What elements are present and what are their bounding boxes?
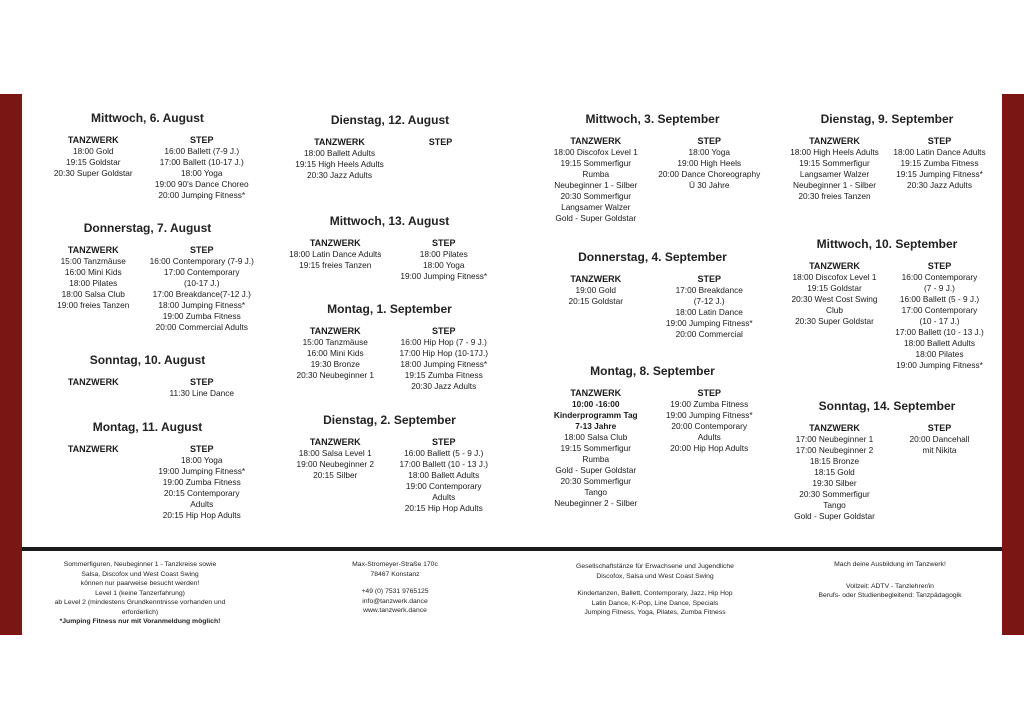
class-entry: 19:15 Goldstar <box>807 283 862 293</box>
class-entry: 19:00 High Heels <box>677 158 742 168</box>
tanzwerk-column <box>40 244 147 333</box>
class-entry: 18:00 Salsa Club <box>61 289 125 299</box>
class-entry: 16:00 Ballett (7-9 J.) <box>164 146 240 156</box>
class-entry: Adults <box>432 492 456 502</box>
tanzwerk-heading: TANZWERK <box>67 377 119 387</box>
tanzwerk-column <box>783 260 886 371</box>
day-block <box>282 302 497 392</box>
class-entry: 19:00 Jumping Fitness* <box>158 466 246 476</box>
class-entry: 20:15 Hip Hop Adults <box>162 510 241 520</box>
class-entry: 19:00 Jumping Fitness* <box>665 410 753 420</box>
class-entry: 20:15 Goldstar <box>568 296 623 306</box>
class-entry: 17:00 Ballett (10-17 J.) <box>159 157 244 167</box>
tanzwerk-heading: TANZWERK <box>309 326 361 336</box>
step-column <box>391 136 490 181</box>
class-entry: 19:00 Zumba Fitness <box>162 477 241 487</box>
class-entry: 20:00 Hip Hop Adults <box>670 443 749 453</box>
class-entry: 16:00 Ballett (5 - 9 J.) <box>899 294 980 304</box>
class-entry-highlight: 10:00 -16:00 <box>571 399 620 409</box>
class-entry: 20:30 Sommerfigur <box>560 476 632 486</box>
class-entry: Club <box>825 305 844 315</box>
class-entry: 17:00 Hip Hop (10-17J.) <box>399 348 489 358</box>
class-entry: 19:15 Sommerfigur <box>799 158 870 168</box>
day-title: Mittwoch, 13. August <box>329 214 450 228</box>
class-entry: 19:00 Zumba Fitness <box>670 399 749 409</box>
class-entry: 20:00 Contemporary <box>671 421 748 431</box>
class-entry: Langsamer Walzer <box>561 202 631 212</box>
class-entry: (7 - 9 J.) <box>924 283 955 293</box>
class-entry: 20:00 Dance Choreography <box>658 169 761 179</box>
class-entry: Neubeginner 2 - Silber <box>554 498 638 508</box>
step-column <box>149 376 256 399</box>
step-heading: STEP <box>189 377 214 387</box>
step-heading: STEP <box>189 135 214 145</box>
tanzwerk-column <box>540 273 652 340</box>
class-entry: Adults <box>697 432 721 442</box>
class-entry: 16:00 Mini Kids <box>306 348 364 358</box>
footer-text: ab Level 2 (mindestens Grundkenntnisse vorhanden und <box>54 599 226 606</box>
step-heading: STEP <box>428 137 453 147</box>
class-entry: 18:00 Pilates <box>419 249 468 259</box>
class-entry: 20:30 Neubeginner 1 <box>296 370 374 380</box>
class-entry: 20:30 Sommerfigur <box>560 191 632 201</box>
step-heading: STEP <box>431 326 456 336</box>
footer-text: Vollzeit: ADTV - Tanzlehrer/in <box>846 582 934 590</box>
step-heading: STEP <box>927 136 952 146</box>
class-entry: 19:15 Zumba Fitness <box>900 158 979 168</box>
tanzwerk-heading: TANZWERK <box>309 238 361 248</box>
class-entry: Gold - Super Goldstar <box>794 511 875 521</box>
class-entry: 19:30 Silber <box>812 478 857 488</box>
day-block <box>282 413 497 514</box>
day-block <box>40 420 255 521</box>
class-entry: 18:00 Salsa Club <box>564 432 628 442</box>
class-entry: 18:00 Ballett Adults <box>903 338 976 348</box>
class-entry: 18:00 Yoga <box>180 168 223 178</box>
class-entry: Gold - Super Goldstar <box>555 213 637 223</box>
day-title: Montag, 1. September <box>327 302 452 316</box>
step-column <box>654 273 766 340</box>
step-column <box>888 260 991 371</box>
tanzwerk-heading: TANZWERK <box>67 135 119 145</box>
footer-contact <box>300 560 490 616</box>
day-title: Mittwoch, 6. August <box>91 111 204 125</box>
class-entry: 16:00 Contemporary (7-9 J.) <box>149 256 254 266</box>
class-entry: 18:00 Jumping Fitness* <box>400 359 488 369</box>
class-entry: Tango <box>823 500 846 510</box>
footer-text: Salsa, Discofox und West Coast Swing <box>81 570 199 578</box>
class-entry: 19:00 Zumba Fitness <box>162 311 241 321</box>
day-block <box>540 364 765 509</box>
footer-text: Level 1 (keine Tanzerfahrung) <box>95 589 185 597</box>
class-entry: 18:00 Discofox Level 1 <box>553 147 638 157</box>
footer-phone[interactable]: +49 (0) 7531 9765125 <box>361 588 429 595</box>
footer-website[interactable]: www.tanzwerk.dance <box>363 607 427 614</box>
tanzwerk-column <box>783 135 886 202</box>
class-entry: 18:00 Pilates <box>915 349 964 359</box>
footer-text: Jumping Fitness, Yoga, Pilates, Zumba Fitness <box>584 609 726 616</box>
class-entry: 20:30 Super Goldstar <box>53 168 133 178</box>
footer-text: Berufs- oder Studienbegleitend: Tanzpädagogik <box>818 592 962 599</box>
class-entry: 11:30 Line Dance <box>169 388 234 398</box>
step-column <box>888 422 991 522</box>
class-entry: Neubeginner 1 - Silber <box>554 180 638 190</box>
tanzwerk-column <box>40 376 147 399</box>
footer-text: Sommerfiguren, Neubeginner 1 - Tanzkreise sowie <box>63 561 217 568</box>
day-block <box>40 221 255 333</box>
class-entry: 17:00 Contemporary <box>901 305 978 315</box>
class-entry: 19:15 Zumba Fitness <box>404 370 483 380</box>
class-entry: 19:00 Jumping Fitness* <box>896 360 983 370</box>
class-entry: 20:00 Commercial Adults <box>155 322 248 332</box>
step-heading: STEP <box>697 136 721 146</box>
footer-divider <box>22 547 1002 551</box>
class-entry: 19:15 freies Tanzen <box>299 260 372 270</box>
class-entry: 18:00 Latin Dance Adults <box>893 147 986 157</box>
class-entry: 19:15 Sommerfigur <box>560 443 632 453</box>
class-entry: 16:00 Contemporary <box>901 272 978 282</box>
class-entry: 16:00 Ballett (5 - 9 J.) <box>404 448 484 458</box>
class-entry: 19:00 Contemporary <box>405 481 482 491</box>
class-entry: 18:00 Salsa Level 1 <box>298 448 372 458</box>
class-entry: (10-17 J.) <box>183 278 220 288</box>
tanzwerk-column <box>282 237 389 282</box>
class-entry: 19:15 Goldstar <box>66 157 121 167</box>
step-column <box>654 387 766 509</box>
tanzwerk-column <box>282 436 389 514</box>
footer-offerings <box>530 562 780 618</box>
tanzwerk-heading: TANZWERK <box>570 388 622 398</box>
step-column <box>391 237 498 282</box>
step-column <box>654 135 766 224</box>
class-entry: 18:00 Pilates <box>69 278 118 288</box>
tanzwerk-heading: TANZWERK <box>570 136 622 146</box>
footer-info-rules <box>40 560 240 627</box>
footer-text: Gesellschaftstänze für Erwachsene und Jugendliche <box>576 563 734 570</box>
class-entry: 18:00 Jumping Fitness* <box>158 300 246 310</box>
tanzwerk-column <box>540 387 652 509</box>
tanzwerk-heading: TANZWERK <box>809 136 860 146</box>
day-block <box>540 112 765 224</box>
class-entry: 17:00 Ballett (10 - 13 J.) <box>895 327 984 337</box>
class-entry: 17:00 Breakdance(7-12 J.) <box>152 289 251 299</box>
class-entry: 15:00 Tanzmäuse <box>302 337 368 347</box>
class-entry: Gold - Super Goldstar <box>555 465 637 475</box>
class-entry: 17:00 Ballett (10 - 13 J.) <box>399 459 489 469</box>
step-heading: STEP <box>697 388 721 398</box>
class-entry: 20:15 Silber <box>313 470 358 480</box>
class-entry: 19:00 freies Tanzen <box>57 300 130 310</box>
class-entry: Rumba <box>582 169 610 179</box>
footer-city: 78467 Konstanz <box>370 570 420 578</box>
footer-jumping-note: *Jumping Fitness nur mit Voranmeldung möglich! <box>59 618 221 625</box>
class-entry: 18:15 Bronze <box>809 456 860 466</box>
class-entry: 18:00 Discofox Level 1 <box>792 272 877 282</box>
tanzwerk-heading: TANZWERK <box>570 274 622 284</box>
class-entry: 20:00 Dancehall <box>909 434 970 444</box>
class-entry: 18:00 Latin Dance Adults <box>289 249 382 259</box>
step-heading: STEP <box>431 437 456 447</box>
day-title: Dienstag, 9. September <box>820 112 954 126</box>
class-entry: Adults <box>190 499 214 509</box>
class-entry: Tango <box>584 487 608 497</box>
class-entry: 19:00 90's Dance Choreo <box>154 179 249 189</box>
class-entry-highlight: 7-13 Jahre <box>575 421 617 431</box>
tanzwerk-heading: TANZWERK <box>67 245 119 255</box>
tanzwerk-heading: TANZWERK <box>67 444 119 454</box>
right-accent-bar <box>1002 94 1024 635</box>
tanzwerk-heading: TANZWERK <box>809 261 860 271</box>
class-entry: 19:00 Gold <box>575 285 617 295</box>
class-entry: 19:00 Jumping Fitness* <box>665 318 753 328</box>
day-block <box>540 250 765 340</box>
class-entry: 20:30 Sommerfigur <box>799 489 870 499</box>
footer-address: Max-Stromeyer-Straße 170c <box>352 561 438 568</box>
class-entry: 16:00 Hip Hop (7 - 9 J.) <box>400 337 487 347</box>
class-entry: 19:30 Bronze <box>310 359 360 369</box>
class-entry: Neubeginner 1 - Silber <box>792 180 877 190</box>
day-title: Sonntag, 14. September <box>818 399 956 413</box>
class-entry: 18:00 Yoga <box>180 455 223 465</box>
class-entry: 18:15 Gold <box>814 467 855 477</box>
step-heading: STEP <box>927 423 952 433</box>
day-title: Mittwoch, 3. September <box>585 112 720 126</box>
tanzwerk-heading: TANZWERK <box>314 137 365 147</box>
class-entry: 19:00 Neubeginner 2 <box>296 459 374 469</box>
class-entry: Rumba <box>582 454 610 464</box>
class-entry: 17:00 Contemporary <box>163 267 240 277</box>
tanzwerk-column <box>40 443 147 521</box>
class-entry: 20:30 Jazz Adults <box>906 180 973 190</box>
day-title: Donnerstag, 4. September <box>578 250 727 264</box>
day-title: Dienstag, 12. August <box>330 113 450 127</box>
class-entry: 19:15 Jumping Fitness* <box>896 169 983 179</box>
tanzwerk-heading: TANZWERK <box>309 437 361 447</box>
footer-email[interactable]: info@tanzwerk.dance <box>362 597 428 605</box>
day-block <box>783 112 991 202</box>
class-entry: (7-12 J.) <box>693 296 725 306</box>
class-entry: 20:30 West Cost Swing <box>791 294 878 304</box>
class-entry: 20:00 Jumping Fitness* <box>158 190 246 200</box>
day-title: Montag, 11. August <box>92 420 203 434</box>
footer-text: Mach deine Ausbildung im Tanzwerk! <box>834 561 946 568</box>
day-title: Montag, 8. September <box>590 364 715 378</box>
footer-text: Discofox, Salsa und West Coast Swing <box>596 572 714 580</box>
tanzwerk-heading: TANZWERK <box>809 423 860 433</box>
class-entry: 15:00 Tanzmäuse <box>60 256 126 266</box>
tanzwerk-column <box>290 136 389 181</box>
class-entry: 20:30 Jazz Adults <box>306 170 373 180</box>
footer-education <box>790 560 990 601</box>
class-entry: 18:00 Ballett Adults <box>303 148 376 158</box>
step-heading: STEP <box>189 245 214 255</box>
class-entry: 18:00 Ballett Adults <box>408 470 480 480</box>
class-entry: 19:15 High Heels Adults <box>295 159 384 169</box>
class-entry: 19:15 Sommerfigur <box>560 158 632 168</box>
footer-text: erforderlich) <box>121 608 159 616</box>
step-heading: STEP <box>697 274 721 284</box>
day-title: Dienstag, 2. September <box>323 413 456 427</box>
class-entry: 20:30 Jazz Adults <box>411 381 477 391</box>
class-entry: 20:15 Hip Hop Adults <box>404 503 483 513</box>
class-entry: 20:30 Super Goldstar <box>795 316 874 326</box>
step-heading: STEP <box>189 444 214 454</box>
class-entry: 17:00 Breakdance <box>675 285 743 295</box>
day-block <box>282 214 497 282</box>
left-accent-bar <box>0 94 22 635</box>
step-column <box>888 135 991 202</box>
tanzwerk-column <box>282 325 389 392</box>
class-entry: 18:00 Yoga <box>688 147 731 157</box>
class-entry: 19:00 Jumping Fitness* <box>400 271 488 281</box>
class-entry: 18:00 Latin Dance <box>675 307 743 317</box>
class-entry: 20:00 Commercial <box>675 329 743 339</box>
tanzwerk-column <box>540 135 652 224</box>
class-entry: 17:00 Neubeginner 2 <box>795 445 874 455</box>
footer-text: können nur paarweise besucht werden! <box>80 580 200 587</box>
class-entry: mit Nikita <box>922 445 957 455</box>
day-block <box>40 353 255 399</box>
step-heading: STEP <box>927 261 952 271</box>
class-entry: 20:30 freies Tanzen <box>798 191 871 201</box>
step-column <box>149 443 256 521</box>
step-column <box>149 244 256 333</box>
class-entry: 18:00 Yoga <box>422 260 465 270</box>
class-entry: 20:15 Contemporary <box>163 488 240 498</box>
class-entry: Langsamer Walzer <box>799 169 870 179</box>
day-block <box>290 113 490 181</box>
day-block <box>783 237 991 371</box>
step-column <box>149 134 256 201</box>
step-column <box>391 436 498 514</box>
tanzwerk-column <box>40 134 147 201</box>
footer-text: Kindertanzen, Ballett, Contemporary, Jazz, Hip Hop <box>577 590 733 597</box>
class-entry: Ü 30 Jahre <box>688 180 730 190</box>
class-entry: 16:00 Mini Kids <box>64 267 122 277</box>
class-entry: 18:00 Gold <box>72 146 114 156</box>
class-entry: 18:00 High Heels Adults <box>790 147 879 157</box>
day-block <box>40 111 255 201</box>
day-block <box>783 399 991 522</box>
tanzwerk-column <box>783 422 886 522</box>
day-title: Donnerstag, 7. August <box>83 221 212 235</box>
class-entry: (10 - 17 J.) <box>919 316 960 326</box>
footer-text: Latin Dance, K-Pop, Line Dance, Specials <box>591 599 719 607</box>
day-title: Sonntag, 10. August <box>89 353 206 367</box>
step-column <box>391 325 498 392</box>
class-entry-highlight: Kinderprogramm Tag <box>553 410 638 420</box>
day-title: Mittwoch, 10. September <box>816 237 958 251</box>
step-heading: STEP <box>431 238 456 248</box>
class-entry: 17:00 Neubeginner 1 <box>795 434 874 444</box>
